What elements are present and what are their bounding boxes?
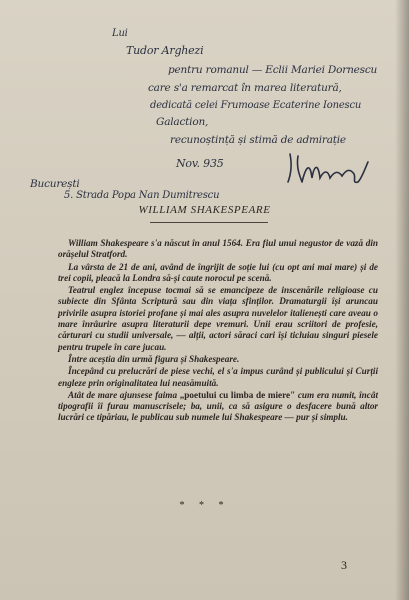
paragraph: La vârsta de 21 de ani, având de îngrijit de soție lui (cu opt ani mai mare) și de trei copii, pleacă la Londra să-și caute norocul pe scenă. [58,261,378,283]
body-text [58,238,378,425]
dedication-line-7: recunoștință și stimă de admirație [170,134,346,146]
signature [282,148,374,188]
dedication-address: 5. Strada Popa Nan Dumitrescu [64,190,220,201]
dedication-line-6: Galaction, [156,116,209,128]
section-stars: * * * [179,500,230,511]
paragraph-rest: cum era numit, încât tipografii îi furau manuscrisele; ba, unii, ca să asigure o desfacere bună altor lucrări ce tipăriau, le publicau sub numele lui Shakespeare — pur și simplu. [58,389,378,423]
paragraph [58,390,378,424]
dedication-line-5: dedicată celei Frumoase Ecaterine Ionescu [150,100,362,111]
paragraph: William Shakespeare s'a născut în anul 1564. Era fiul unui negustor de vază din orășelul Stratford. [58,238,378,260]
page-number: 3 [341,558,347,572]
emphasized-phrase: „poetului cu limba de miere" [179,389,296,400]
page-title: WILLIAM SHAKESPEARE [138,204,271,216]
paragraph: Teatrul englez începuse tocmai să se emancipeze de inscenările religioase cu subiecte din Sfânta Scriptură sau din viața sfinților. Dramaturgii își aruncau privirile asupra istoriei profane și mai ales asupra nuvelelor italienești care aveau o mare înrâurire asupra literaturii depe vremuri. Unii erau scriitori de profesie, cărturari cu studii universale, — alții, actori săraci cari își ticluiau singuri piesele pentru trupele în care jucau. [58,285,378,352]
dedication-line-4: care s'a remarcat în marea literatură, [148,82,342,94]
paragraph: Începând cu prelucrări de piese vechi, el s'a impus curând și publicului și Curții engleze prin originalitatea lui neasămuită. [58,366,378,388]
title-underline [150,222,268,223]
dedication-line-1: Lui [112,28,128,39]
dedication-line-2: Tudor Arghezi [126,44,204,57]
paragraph: Între aceștia din urmă figura și Shakespeare. [68,353,240,364]
dedication-date: Nov. 935 [176,157,224,170]
paragraph-lead: Atât de mare ajunsese faima [68,389,178,400]
dedication-place: București [30,178,80,190]
dedication-line-3: pentru romanul — Eclii Mariei Dornescu [168,64,378,76]
page-edge-shadow [395,0,409,600]
